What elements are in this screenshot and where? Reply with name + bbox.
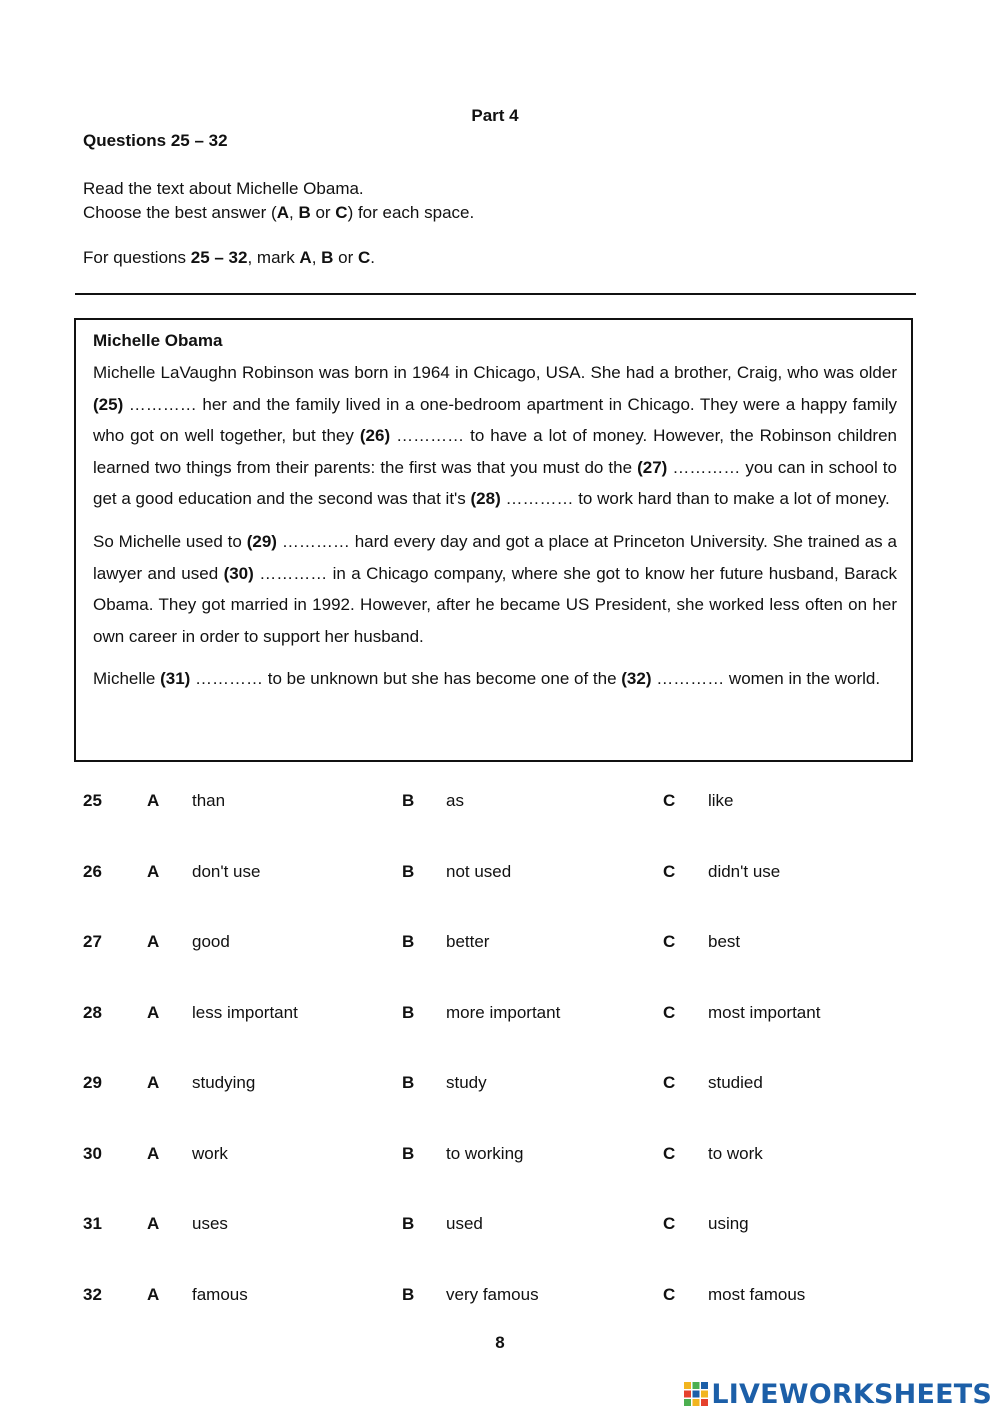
option-c-letter: C bbox=[663, 1144, 676, 1163]
option-c-letter: C bbox=[663, 862, 676, 881]
passage-paragraph-2: So Michelle used to (29) ………… hard every day and got a place at Princeton University. She trained as a lawyer and used (30) ………… in a Chicago company, where she got to know her future husband, Barack Obama. They got married in 1992. However, after he became US President, she worked less often on her own career in order to support her husband. bbox=[93, 531, 897, 646]
liveworksheets-logo-icon bbox=[683, 1380, 709, 1408]
question-row bbox=[0, 1003, 1000, 1029]
instruction-line-3: For questions 25 – 32, mark A, B or C. bbox=[83, 248, 376, 267]
instructions bbox=[83, 177, 474, 225]
option-c-letter: C bbox=[663, 932, 676, 951]
passage-paragraph-1: Michelle LaVaughn Robinson was born in 1964 in Chicago, USA. She had a brother, Craig, who was older (25) ………… her and the family lived in a one-bedroom apartment in Chicago. They were a happy family who got on well together, but they (26) ………… to have a lot of money. However, the Robinson children learned two things from their parents: the first was that you must do the (27) ………… you can in school to get a good education and the second was that it's (28) ………… to work hard than to make a lot of money. bbox=[93, 363, 897, 509]
divider bbox=[75, 293, 916, 295]
option-a-letter: A bbox=[147, 1003, 160, 1022]
question-number: 32 bbox=[83, 1285, 102, 1304]
option-a-text[interactable]: famous bbox=[192, 1285, 248, 1304]
option-b-text[interactable]: study bbox=[446, 1073, 487, 1092]
option-b-text[interactable]: very famous bbox=[446, 1285, 539, 1304]
option-a-letter: A bbox=[147, 932, 160, 951]
passage-title: Michelle Obama bbox=[93, 331, 223, 350]
question-number: 29 bbox=[83, 1073, 102, 1092]
option-c-letter: C bbox=[663, 1285, 676, 1304]
question-number: 28 bbox=[83, 1003, 102, 1022]
option-a-letter: A bbox=[147, 791, 160, 810]
instruction-line-2: Choose the best answer (A, B or C) for each space. bbox=[83, 203, 475, 222]
option-b-text[interactable]: to working bbox=[446, 1144, 524, 1163]
option-b-text[interactable]: not used bbox=[446, 862, 512, 881]
liveworksheets-logo-text: LIVEWORKSHEETS bbox=[711, 1378, 992, 1410]
option-b-letter: B bbox=[402, 1214, 415, 1233]
instruction-line-1: Read the text about Michelle Obama. bbox=[83, 179, 364, 198]
question-number: 30 bbox=[83, 1144, 102, 1163]
option-c-text[interactable]: most important bbox=[708, 1003, 821, 1022]
page-number: 8 bbox=[495, 1333, 505, 1352]
option-a-text[interactable]: less important bbox=[192, 1003, 298, 1022]
option-a-letter: A bbox=[147, 1144, 160, 1163]
option-c-letter: C bbox=[663, 1214, 676, 1233]
option-c-text[interactable]: didn't use bbox=[708, 862, 781, 881]
option-b-letter: B bbox=[402, 862, 415, 881]
option-a-text[interactable]: than bbox=[192, 791, 226, 810]
question-number: 25 bbox=[83, 791, 102, 810]
option-a-letter: A bbox=[147, 1214, 160, 1233]
option-b-text[interactable]: better bbox=[446, 932, 490, 951]
option-c-text[interactable]: studied bbox=[708, 1073, 763, 1092]
option-c-letter: C bbox=[663, 1003, 676, 1022]
passage bbox=[93, 330, 897, 695]
option-b-letter: B bbox=[402, 791, 415, 810]
option-b-text[interactable]: used bbox=[446, 1214, 483, 1233]
option-b-letter: B bbox=[402, 1144, 415, 1163]
option-b-letter: B bbox=[402, 1003, 415, 1022]
option-b-letter: B bbox=[402, 932, 415, 951]
option-a-letter: A bbox=[147, 1285, 160, 1304]
option-b-text[interactable]: as bbox=[446, 791, 464, 810]
question-row bbox=[0, 1214, 1000, 1240]
question-row bbox=[0, 1073, 1000, 1099]
option-a-text[interactable]: uses bbox=[192, 1214, 228, 1233]
option-c-letter: C bbox=[663, 1073, 676, 1092]
question-row bbox=[0, 1144, 1000, 1170]
passage-paragraph-3: Michelle (31) ………… to be unknown but she has become one of the (32) ………… women in the world. bbox=[93, 669, 881, 689]
option-b-text[interactable]: more important bbox=[446, 1003, 561, 1022]
question-row bbox=[0, 932, 1000, 958]
option-c-text[interactable]: best bbox=[708, 932, 741, 951]
option-c-text[interactable]: to work bbox=[708, 1144, 763, 1163]
option-a-text[interactable]: good bbox=[192, 932, 230, 951]
part-title: Part 4 bbox=[471, 106, 519, 125]
option-c-text[interactable]: most famous bbox=[708, 1285, 806, 1304]
option-b-letter: B bbox=[402, 1285, 415, 1304]
option-a-text[interactable]: work bbox=[192, 1144, 228, 1163]
option-c-text[interactable]: using bbox=[708, 1214, 749, 1233]
question-number: 31 bbox=[83, 1214, 102, 1233]
option-a-text[interactable]: studying bbox=[192, 1073, 256, 1092]
option-c-text[interactable]: like bbox=[708, 791, 734, 810]
option-a-letter: A bbox=[147, 862, 160, 881]
question-number: 27 bbox=[83, 932, 102, 951]
question-row bbox=[0, 862, 1000, 888]
option-a-letter: A bbox=[147, 1073, 160, 1092]
option-b-letter: B bbox=[402, 1073, 415, 1092]
question-row bbox=[0, 1285, 1000, 1311]
liveworksheets-logo bbox=[683, 1378, 992, 1410]
questions-range: Questions 25 – 32 bbox=[83, 131, 228, 150]
option-c-letter: C bbox=[663, 791, 676, 810]
question-number: 26 bbox=[83, 862, 102, 881]
question-row bbox=[0, 791, 1000, 817]
option-a-text[interactable]: don't use bbox=[192, 862, 261, 881]
